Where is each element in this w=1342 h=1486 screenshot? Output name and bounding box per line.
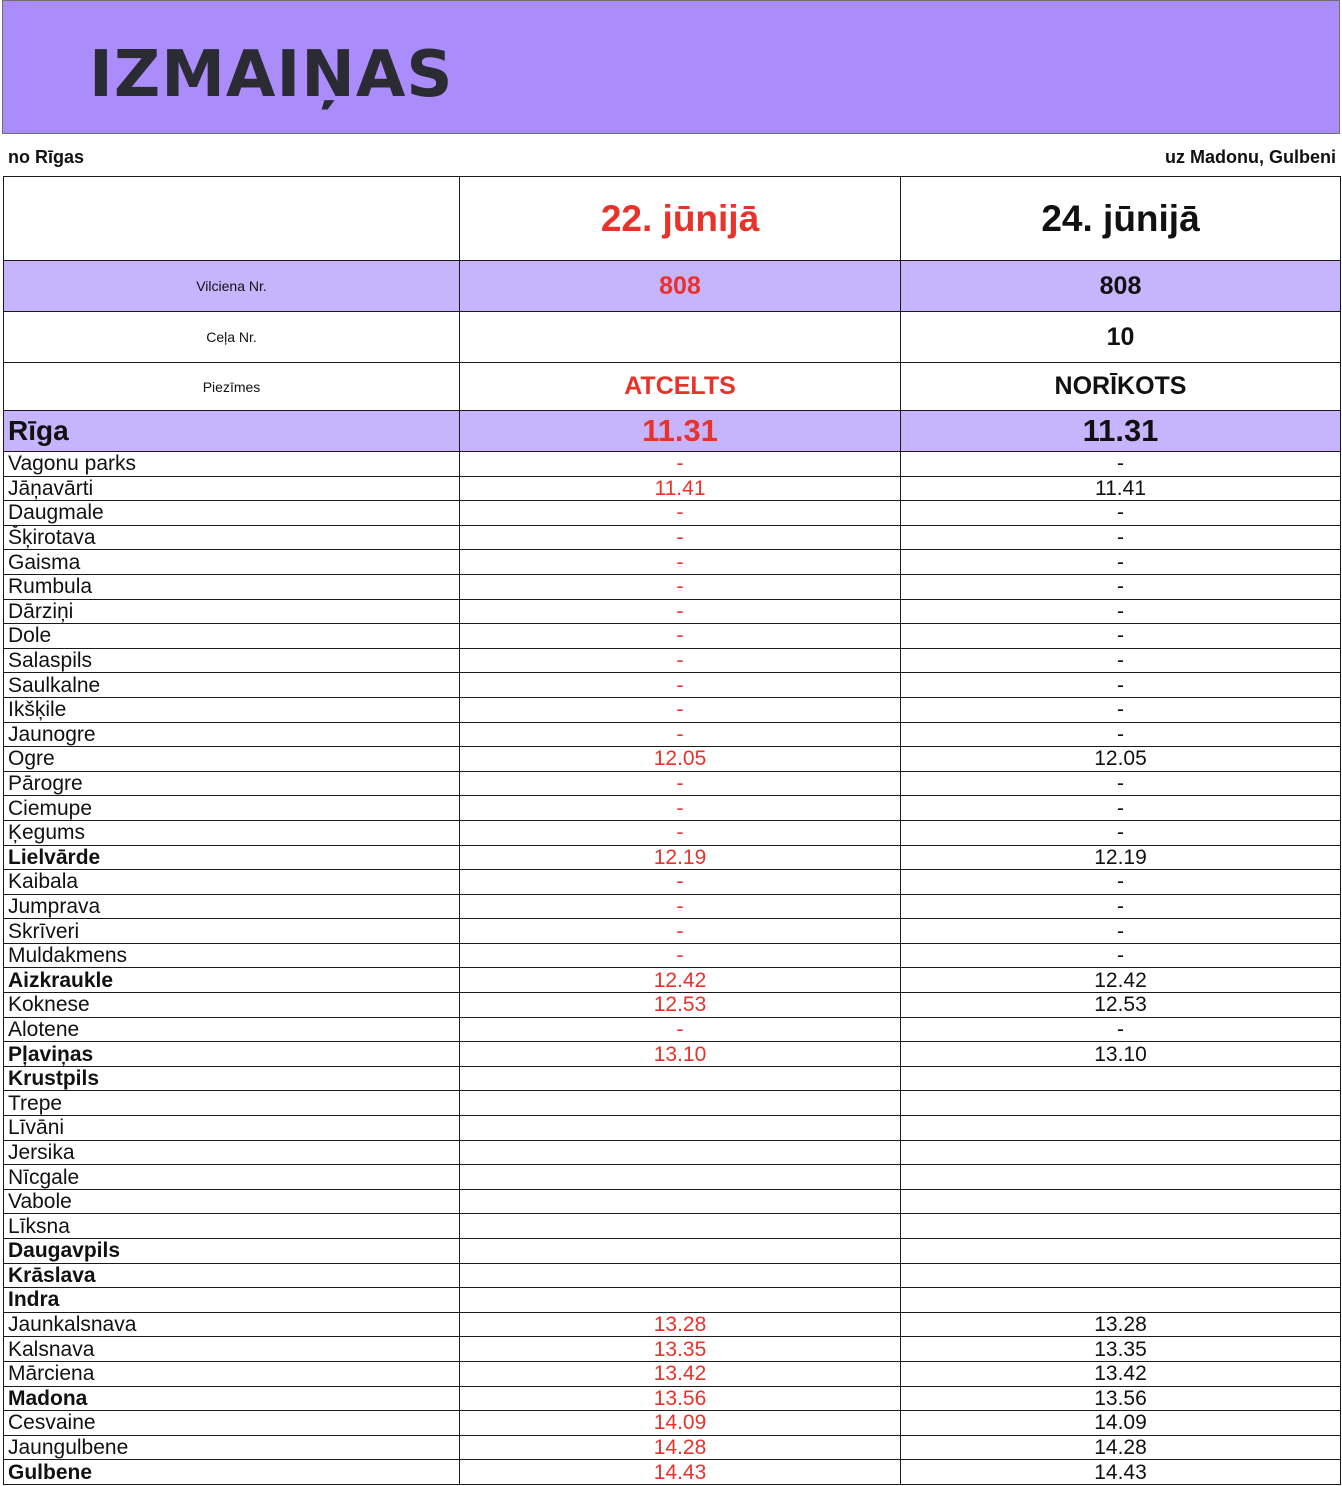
station-name: Mārciena xyxy=(4,1361,460,1386)
station-row xyxy=(4,943,1341,968)
time-assigned: 13.10 xyxy=(901,1042,1341,1067)
time-cancelled: 13.10 xyxy=(460,1042,901,1067)
station-row xyxy=(4,599,1341,624)
time-cancelled: - xyxy=(460,574,901,599)
station-row xyxy=(4,648,1341,673)
time-cancelled: - xyxy=(460,501,901,526)
station-name: Ķegums xyxy=(4,820,460,845)
station-name: Vagonu parks xyxy=(4,452,460,477)
station-name: Lielvārde xyxy=(4,845,460,870)
header-banner xyxy=(2,0,1340,134)
station-name: Pārogre xyxy=(4,771,460,796)
station-name: Šķirotava xyxy=(4,525,460,550)
station-row xyxy=(4,845,1341,870)
time-cancelled: - xyxy=(460,870,901,895)
station-name: Jersika xyxy=(4,1140,460,1165)
track-number-row xyxy=(4,312,1341,363)
station-row xyxy=(4,1435,1341,1460)
time-cancelled: - xyxy=(460,894,901,919)
time-cancelled: - xyxy=(460,550,901,575)
time-assigned xyxy=(901,1239,1341,1264)
time-cancelled: 13.35 xyxy=(460,1337,901,1362)
station-row xyxy=(4,894,1341,919)
station-name: Jāņavārti xyxy=(4,476,460,501)
station-row xyxy=(4,870,1341,895)
station-name: Dārziņi xyxy=(4,599,460,624)
station-row xyxy=(4,771,1341,796)
route-origin: no Rīgas xyxy=(8,147,85,167)
time-cancelled: 12.05 xyxy=(460,747,901,772)
station-name: Jaunogre xyxy=(4,722,460,747)
time-assigned: 13.28 xyxy=(901,1312,1341,1337)
station-row xyxy=(4,1189,1341,1214)
station-name: Aizkraukle xyxy=(4,968,460,993)
time-assigned: - xyxy=(901,894,1341,919)
time-assigned: 14.43 xyxy=(901,1460,1341,1485)
time-assigned: 12.19 xyxy=(901,845,1341,870)
station-name: Madona xyxy=(4,1386,460,1411)
notes-row xyxy=(4,363,1341,411)
time-assigned: - xyxy=(901,574,1341,599)
station-name: Trepe xyxy=(4,1091,460,1116)
time-assigned: - xyxy=(901,525,1341,550)
station-row xyxy=(4,1042,1341,1067)
time-assigned: 12.53 xyxy=(901,993,1341,1018)
time-assigned: 12.42 xyxy=(901,968,1341,993)
time-assigned xyxy=(901,1116,1341,1141)
time-assigned: - xyxy=(901,599,1341,624)
time-cancelled xyxy=(460,1091,901,1116)
station-row xyxy=(4,1017,1341,1042)
station-name: Gulbene xyxy=(4,1460,460,1485)
status-cancelled: ATCELTS xyxy=(460,363,901,411)
time-cancelled: - xyxy=(460,525,901,550)
time-cancelled: - xyxy=(460,722,901,747)
station-row xyxy=(4,1460,1341,1485)
time-assigned xyxy=(901,1214,1341,1239)
station-row xyxy=(4,1091,1341,1116)
time-assigned: 11.41 xyxy=(901,476,1341,501)
time-assigned: - xyxy=(901,697,1341,722)
station-name: Muldakmens xyxy=(4,943,460,968)
station-row xyxy=(4,1386,1341,1411)
station-row xyxy=(4,574,1341,599)
origin-station-name: Rīga xyxy=(4,411,460,452)
station-row xyxy=(4,1239,1341,1264)
origin-time-cancelled: 11.31 xyxy=(460,411,901,452)
time-assigned: - xyxy=(901,624,1341,649)
station-name: Dole xyxy=(4,624,460,649)
track-number-label: Ceļa Nr. xyxy=(4,312,460,363)
station-row xyxy=(4,1066,1341,1091)
time-cancelled: 12.42 xyxy=(460,968,901,993)
station-row xyxy=(4,476,1341,501)
station-row xyxy=(4,1214,1341,1239)
station-name: Līksna xyxy=(4,1214,460,1239)
page-title: IZMAIŅAS xyxy=(89,38,454,112)
station-row xyxy=(4,820,1341,845)
time-cancelled: - xyxy=(460,624,901,649)
time-cancelled: - xyxy=(460,796,901,821)
station-row xyxy=(4,968,1341,993)
station-row xyxy=(4,919,1341,944)
station-name: Salaspils xyxy=(4,648,460,673)
time-cancelled xyxy=(460,1288,901,1313)
station-name: Ogre xyxy=(4,747,460,772)
time-assigned: - xyxy=(901,550,1341,575)
station-name: Rumbula xyxy=(4,574,460,599)
station-row xyxy=(4,525,1341,550)
train-number-label: Vilciena Nr. xyxy=(4,261,460,312)
station-row xyxy=(4,624,1341,649)
station-name: Koknese xyxy=(4,993,460,1018)
notes-label: Piezīmes xyxy=(4,363,460,411)
time-cancelled: - xyxy=(460,820,901,845)
train-number-cancelled: 808 xyxy=(460,261,901,312)
time-cancelled: - xyxy=(460,673,901,698)
time-assigned xyxy=(901,1263,1341,1288)
station-row xyxy=(4,1140,1341,1165)
station-name: Krāslava xyxy=(4,1263,460,1288)
time-assigned xyxy=(901,1288,1341,1313)
time-assigned xyxy=(901,1091,1341,1116)
time-cancelled: 13.42 xyxy=(460,1361,901,1386)
date-row xyxy=(4,177,1341,261)
station-name: Līvāni xyxy=(4,1116,460,1141)
route-destination: uz Madonu, Gulbeni xyxy=(1165,147,1336,167)
station-name: Jumprava xyxy=(4,894,460,919)
station-name: Daugmale xyxy=(4,501,460,526)
station-row xyxy=(4,1361,1341,1386)
time-cancelled: 14.09 xyxy=(460,1411,901,1436)
status-assigned: NORĪKOTS xyxy=(901,363,1341,411)
station-row xyxy=(4,1337,1341,1362)
time-assigned: 14.09 xyxy=(901,1411,1341,1436)
station-name: Krustpils xyxy=(4,1066,460,1091)
train-number-row xyxy=(4,261,1341,312)
station-row xyxy=(4,501,1341,526)
time-cancelled: - xyxy=(460,771,901,796)
corner-cell xyxy=(4,177,460,261)
time-assigned: - xyxy=(901,501,1341,526)
time-assigned: 13.42 xyxy=(901,1361,1341,1386)
time-cancelled: 14.28 xyxy=(460,1435,901,1460)
time-assigned: - xyxy=(901,1017,1341,1042)
station-row xyxy=(4,452,1341,477)
track-number-cancelled xyxy=(460,312,901,363)
station-row xyxy=(4,747,1341,772)
station-row xyxy=(4,673,1341,698)
station-row xyxy=(4,1411,1341,1436)
time-assigned: - xyxy=(901,771,1341,796)
station-row xyxy=(4,796,1341,821)
station-name: Kaibala xyxy=(4,870,460,895)
time-cancelled xyxy=(460,1214,901,1239)
origin-time-assigned: 11.31 xyxy=(901,411,1341,452)
time-cancelled xyxy=(460,1140,901,1165)
time-cancelled xyxy=(460,1263,901,1288)
time-assigned: - xyxy=(901,796,1341,821)
time-cancelled xyxy=(460,1066,901,1091)
time-assigned xyxy=(901,1165,1341,1190)
time-cancelled xyxy=(460,1239,901,1264)
station-name: Saulkalne xyxy=(4,673,460,698)
station-name: Vabole xyxy=(4,1189,460,1214)
station-name: Ikšķile xyxy=(4,697,460,722)
station-row xyxy=(4,1288,1341,1313)
station-name: Nīcgale xyxy=(4,1165,460,1190)
station-row xyxy=(4,1165,1341,1190)
time-assigned: 13.35 xyxy=(901,1337,1341,1362)
time-assigned: 13.56 xyxy=(901,1386,1341,1411)
station-name: Jaungulbene xyxy=(4,1435,460,1460)
station-name: Cesvaine xyxy=(4,1411,460,1436)
time-assigned: - xyxy=(901,943,1341,968)
time-assigned: - xyxy=(901,648,1341,673)
time-cancelled: 13.56 xyxy=(460,1386,901,1411)
time-assigned: - xyxy=(901,919,1341,944)
train-number-assigned: 808 xyxy=(901,261,1341,312)
time-assigned: 12.05 xyxy=(901,747,1341,772)
time-cancelled: - xyxy=(460,599,901,624)
time-cancelled xyxy=(460,1189,901,1214)
time-cancelled: - xyxy=(460,697,901,722)
time-cancelled xyxy=(460,1116,901,1141)
station-name: Alotene xyxy=(4,1017,460,1042)
station-row xyxy=(4,697,1341,722)
time-cancelled: - xyxy=(460,1017,901,1042)
time-assigned: 14.28 xyxy=(901,1435,1341,1460)
station-row xyxy=(4,1116,1341,1141)
time-cancelled: - xyxy=(460,648,901,673)
station-name: Ciemupe xyxy=(4,796,460,821)
time-cancelled xyxy=(460,1165,901,1190)
date-cancelled: 22. jūnijā xyxy=(460,177,901,261)
timetable xyxy=(3,176,1341,1485)
time-cancelled: - xyxy=(460,943,901,968)
track-number-assigned: 10 xyxy=(901,312,1341,363)
time-cancelled: 13.28 xyxy=(460,1312,901,1337)
station-name: Jaunkalsnava xyxy=(4,1312,460,1337)
station-name: Kalsnava xyxy=(4,1337,460,1362)
time-cancelled: 11.41 xyxy=(460,476,901,501)
station-name: Gaisma xyxy=(4,550,460,575)
date-assigned: 24. jūnijā xyxy=(901,177,1341,261)
station-row xyxy=(4,1312,1341,1337)
time-assigned: - xyxy=(901,820,1341,845)
time-cancelled: 14.43 xyxy=(460,1460,901,1485)
time-assigned: - xyxy=(901,673,1341,698)
time-assigned xyxy=(901,1066,1341,1091)
time-assigned: - xyxy=(901,870,1341,895)
station-name: Daugavpils xyxy=(4,1239,460,1264)
time-cancelled: - xyxy=(460,452,901,477)
time-assigned xyxy=(901,1189,1341,1214)
station-row xyxy=(4,722,1341,747)
time-assigned xyxy=(901,1140,1341,1165)
station-name: Pļaviņas xyxy=(4,1042,460,1067)
station-name: Skrīveri xyxy=(4,919,460,944)
station-row xyxy=(4,993,1341,1018)
time-cancelled: - xyxy=(460,919,901,944)
origin-row xyxy=(4,411,1341,452)
station-name: Indra xyxy=(4,1288,460,1313)
time-assigned: - xyxy=(901,452,1341,477)
station-row xyxy=(4,1263,1341,1288)
station-row xyxy=(4,550,1341,575)
time-assigned: - xyxy=(901,722,1341,747)
time-cancelled: 12.53 xyxy=(460,993,901,1018)
time-cancelled: 12.19 xyxy=(460,845,901,870)
